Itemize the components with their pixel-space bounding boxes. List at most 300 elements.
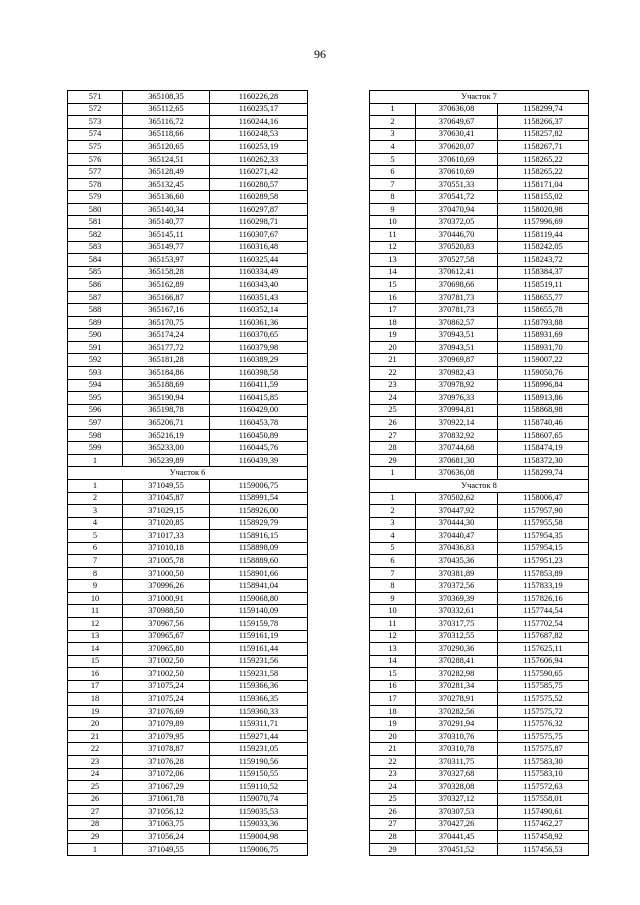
y-coordinate: 1158171,04 [498,178,589,191]
table-row [370,266,589,279]
x-coordinate: 370440,47 [416,530,498,543]
x-coordinate: 371000,50 [123,567,210,580]
y-coordinate: 1160244,16 [210,116,308,129]
table-row [68,831,308,844]
y-coordinate: 1157458,92 [498,831,589,844]
y-coordinate: 1160379,98 [210,341,308,354]
y-coordinate: 1159006,75 [210,843,308,856]
point-number: 12 [370,241,416,254]
y-coordinate: 1159360,33 [210,705,308,718]
y-coordinate: 1160271,42 [210,166,308,179]
x-coordinate: 370446,70 [416,229,498,242]
point-number: 4 [370,141,416,154]
table-row [370,605,589,618]
point-number: 28 [370,442,416,455]
point-number: 20 [370,341,416,354]
table-row [68,291,308,304]
y-coordinate: 1160226,28 [210,91,308,104]
x-coordinate: 371000,91 [123,592,210,605]
y-coordinate: 1157490,61 [498,806,589,819]
point-number: 27 [370,429,416,442]
point-number: 599 [68,442,123,455]
x-coordinate: 365136,60 [123,191,210,204]
y-coordinate: 1160429,00 [210,404,308,417]
y-coordinate: 1159231,58 [210,668,308,681]
point-number: 573 [68,116,123,129]
y-coordinate: 1160398,58 [210,367,308,380]
table-row [68,806,308,819]
x-coordinate: 370636,08 [416,103,498,116]
y-coordinate: 1160343,40 [210,279,308,292]
table-row [370,643,589,656]
table-row [370,141,589,154]
y-coordinate: 1157957,90 [498,505,589,518]
x-coordinate: 365128,49 [123,166,210,179]
y-coordinate: 1157954,15 [498,542,589,555]
y-coordinate: 1160298,71 [210,216,308,229]
point-number: 572 [68,103,123,116]
x-coordinate: 370520,83 [416,241,498,254]
point-number: 10 [68,592,123,605]
table-row [68,341,308,354]
x-coordinate: 370291,94 [416,718,498,731]
x-coordinate: 371056,12 [123,806,210,819]
point-number: 13 [370,254,416,267]
point-number: 18 [370,705,416,718]
point-number: 593 [68,367,123,380]
point-number: 576 [68,153,123,166]
point-number: 23 [370,379,416,392]
x-coordinate: 370381,89 [416,567,498,580]
y-coordinate: 1158868,98 [498,404,589,417]
table-row [68,216,308,229]
y-coordinate: 1158020,98 [498,203,589,216]
section-header-row [68,467,308,480]
point-number: 6 [68,542,123,555]
point-number: 18 [370,316,416,329]
table-row [68,354,308,367]
x-coordinate: 365153,97 [123,254,210,267]
point-number: 7 [370,567,416,580]
y-coordinate: 1160361,36 [210,316,308,329]
x-coordinate: 370982,43 [416,367,498,380]
point-number: 3 [370,517,416,530]
y-coordinate: 1159150,55 [210,768,308,781]
point-number: 597 [68,417,123,430]
point-number: 2 [370,505,416,518]
table-row [68,166,308,179]
x-coordinate: 370832,92 [416,429,498,442]
x-coordinate: 365108,35 [123,91,210,104]
table-row [68,454,308,467]
y-coordinate: 1159006,75 [210,479,308,492]
point-number: 1 [370,103,416,116]
x-coordinate: 370994,81 [416,404,498,417]
table-row [68,492,308,505]
y-coordinate: 1158991,54 [210,492,308,505]
point-number: 21 [370,743,416,756]
point-number: 12 [68,617,123,630]
table-row [370,530,589,543]
x-coordinate: 365174,24 [123,329,210,342]
y-coordinate: 1157572,63 [498,781,589,794]
x-coordinate: 370988,50 [123,605,210,618]
point-number: 589 [68,316,123,329]
y-coordinate: 1157462,27 [498,818,589,831]
point-number: 10 [370,216,416,229]
y-coordinate: 1157625,11 [498,643,589,656]
x-coordinate: 365166,87 [123,291,210,304]
point-number: 8 [68,567,123,580]
point-number: 584 [68,254,123,267]
table-row [370,316,589,329]
x-coordinate: 371005,78 [123,555,210,568]
y-coordinate: 1159366,36 [210,680,308,693]
x-coordinate: 365140,77 [123,216,210,229]
table-row [370,116,589,129]
point-number: 577 [68,166,123,179]
table-row [68,229,308,242]
y-coordinate: 1158941,04 [210,580,308,593]
table-row [68,693,308,706]
x-coordinate: 371078,87 [123,743,210,756]
x-coordinate: 365177,72 [123,341,210,354]
table-row [68,567,308,580]
x-coordinate: 370649,67 [416,116,498,129]
point-number: 15 [370,279,416,292]
y-coordinate: 1158265,22 [498,166,589,179]
point-number: 27 [68,806,123,819]
point-number: 6 [370,555,416,568]
table-row [68,266,308,279]
table-row [370,843,589,856]
point-number: 15 [68,655,123,668]
y-coordinate: 1159050,76 [498,367,589,380]
y-coordinate: 1160325,44 [210,254,308,267]
table-row [370,354,589,367]
point-number: 2 [370,116,416,129]
point-number: 585 [68,266,123,279]
table-row [68,153,308,166]
x-coordinate: 370527,58 [416,254,498,267]
y-coordinate: 1157575,72 [498,705,589,718]
point-number: 18 [68,693,123,706]
point-number: 21 [68,730,123,743]
point-number: 9 [68,580,123,593]
point-number: 579 [68,191,123,204]
point-number: 1 [68,479,123,492]
table-row [68,254,308,267]
table-row [68,755,308,768]
point-number: 14 [370,655,416,668]
point-number: 16 [68,668,123,681]
x-coordinate: 370969,87 [416,354,498,367]
point-number: 598 [68,429,123,442]
coordinates-table-right [369,90,589,856]
x-coordinate: 365116,72 [123,116,210,129]
x-coordinate: 365140,34 [123,203,210,216]
table-row [370,505,589,518]
table-row [68,580,308,593]
point-number: 575 [68,141,123,154]
y-coordinate: 1159161,44 [210,643,308,656]
point-number: 578 [68,178,123,191]
point-number: 26 [370,417,416,430]
x-coordinate: 365167,16 [123,304,210,317]
y-coordinate: 1158996,84 [498,379,589,392]
y-coordinate: 1157456,53 [498,843,589,856]
y-coordinate: 1157583,10 [498,768,589,781]
x-coordinate: 370372,05 [416,216,498,229]
table-row [370,793,589,806]
x-coordinate: 371002,50 [123,655,210,668]
point-number: 4 [370,530,416,543]
point-number: 22 [370,755,416,768]
point-number: 29 [370,454,416,467]
point-number: 11 [68,605,123,618]
x-coordinate: 371075,24 [123,680,210,693]
table-row [68,668,308,681]
x-coordinate: 371067,29 [123,781,210,794]
y-coordinate: 1157576,32 [498,718,589,731]
y-coordinate: 1157744,54 [498,605,589,618]
y-coordinate: 1157955,58 [498,517,589,530]
y-coordinate: 1158607,65 [498,429,589,442]
x-coordinate: 370282,98 [416,668,498,681]
y-coordinate: 1158519,11 [498,279,589,292]
table-row [370,806,589,819]
x-coordinate: 370327,12 [416,793,498,806]
x-coordinate: 370978,92 [416,379,498,392]
y-coordinate: 1158265,22 [498,153,589,166]
point-number: 17 [370,693,416,706]
y-coordinate: 1157833,19 [498,580,589,593]
point-number: 24 [68,768,123,781]
x-coordinate: 370943,51 [416,341,498,354]
x-coordinate: 371063,75 [123,818,210,831]
x-coordinate: 370278,91 [416,693,498,706]
table-row [370,429,589,442]
x-coordinate: 370290,36 [416,643,498,656]
y-coordinate: 1160289,58 [210,191,308,204]
point-number: 24 [370,392,416,405]
point-number: 8 [370,580,416,593]
y-coordinate: 1160262,33 [210,153,308,166]
y-coordinate: 1160307,67 [210,229,308,242]
x-coordinate: 371075,24 [123,693,210,706]
y-coordinate: 1159159,78 [210,617,308,630]
table-row [370,693,589,706]
y-coordinate: 1159007,22 [498,354,589,367]
x-coordinate: 365198,78 [123,404,210,417]
point-number: 583 [68,241,123,254]
table-row [68,680,308,693]
x-coordinate: 365190,94 [123,392,210,405]
point-number: 14 [370,266,416,279]
table-row [68,404,308,417]
y-coordinate: 1157853,89 [498,567,589,580]
point-number: 28 [68,818,123,831]
x-coordinate: 370612,41 [416,266,498,279]
point-number: 19 [68,705,123,718]
point-number: 5 [68,530,123,543]
table-row [370,668,589,681]
x-coordinate: 370551,33 [416,178,498,191]
table-row [370,592,589,605]
table-row [68,743,308,756]
table-row [370,781,589,794]
x-coordinate: 365206,71 [123,417,210,430]
table-row [68,530,308,543]
y-coordinate: 1160453,78 [210,417,308,430]
y-coordinate: 1157606,94 [498,655,589,668]
y-coordinate: 1157585,75 [498,680,589,693]
y-coordinate: 1160445,76 [210,442,308,455]
table-row [370,191,589,204]
y-coordinate: 1157558,01 [498,793,589,806]
table-row [68,542,308,555]
y-coordinate: 1157826,16 [498,592,589,605]
point-number: 21 [370,354,416,367]
table-row [68,718,308,731]
x-coordinate: 370610,69 [416,166,498,179]
point-number: 1 [68,454,123,467]
table-row [370,279,589,292]
table-row [370,216,589,229]
table-row [68,793,308,806]
x-coordinate: 370307,53 [416,806,498,819]
x-coordinate: 370620,07 [416,141,498,154]
table-row [68,103,308,116]
x-coordinate: 370282,56 [416,705,498,718]
y-coordinate: 1159366,35 [210,693,308,706]
y-coordinate: 1157702,54 [498,617,589,630]
x-coordinate: 370369,39 [416,592,498,605]
y-coordinate: 1158119,44 [498,229,589,242]
y-coordinate: 1158372,30 [498,454,589,467]
x-coordinate: 370636,08 [416,467,498,480]
coordinates-table-left [67,90,308,856]
x-coordinate: 370281,34 [416,680,498,693]
point-number: 20 [370,730,416,743]
x-coordinate: 371010,18 [123,542,210,555]
y-coordinate: 1158257,82 [498,128,589,141]
y-coordinate: 1158384,37 [498,266,589,279]
table-row [370,178,589,191]
y-coordinate: 1158299,74 [498,103,589,116]
x-coordinate: 370332,61 [416,605,498,618]
y-coordinate: 1158931,69 [498,329,589,342]
y-coordinate: 1157575,75 [498,730,589,743]
point-number: 19 [370,718,416,731]
table-row [68,505,308,518]
point-number: 25 [68,781,123,794]
y-coordinate: 1158929,79 [210,517,308,530]
table-row [68,730,308,743]
x-coordinate: 365188,69 [123,379,210,392]
x-coordinate: 370310,76 [416,730,498,743]
table-row [370,492,589,505]
table-row [370,630,589,643]
point-number: 590 [68,329,123,342]
x-coordinate: 371002,50 [123,668,210,681]
y-coordinate: 1158740,46 [498,417,589,430]
table-row [370,392,589,405]
x-coordinate: 370698,66 [416,279,498,292]
x-coordinate: 370311,75 [416,755,498,768]
point-number: 1 [370,467,416,480]
table-row [370,567,589,580]
x-coordinate: 365181,28 [123,354,210,367]
x-coordinate: 370312,55 [416,630,498,643]
point-number: 9 [370,203,416,216]
point-number: 22 [68,743,123,756]
table-row [370,743,589,756]
y-coordinate: 1159190,56 [210,755,308,768]
point-number: 5 [370,153,416,166]
x-coordinate: 370436,83 [416,542,498,555]
y-coordinate: 1157575,52 [498,693,589,706]
table-row [68,655,308,668]
y-coordinate: 1158299,74 [498,467,589,480]
table-row [370,467,589,480]
y-coordinate: 1157583,30 [498,755,589,768]
x-coordinate: 371072,06 [123,768,210,781]
table-row [68,329,308,342]
x-coordinate: 371079,89 [123,718,210,731]
x-coordinate: 370922,14 [416,417,498,430]
x-coordinate: 370781,73 [416,304,498,317]
table-row [68,203,308,216]
y-coordinate: 1158474,19 [498,442,589,455]
x-coordinate: 371017,33 [123,530,210,543]
y-coordinate: 1158793,88 [498,316,589,329]
point-number: 29 [68,831,123,844]
table-row [370,241,589,254]
table-row [68,479,308,492]
y-coordinate: 1160450,89 [210,429,308,442]
y-coordinate: 1158898,09 [210,542,308,555]
point-number: 17 [68,680,123,693]
point-number: 12 [370,630,416,643]
y-coordinate: 1159033,36 [210,818,308,831]
x-coordinate: 370965,67 [123,630,210,643]
point-number: 4 [68,517,123,530]
point-number: 9 [370,592,416,605]
section-title: Участок 7 [370,91,589,104]
table-row [68,367,308,380]
y-coordinate: 1159004,98 [210,831,308,844]
table-row [68,818,308,831]
point-number: 16 [370,680,416,693]
point-number: 3 [68,505,123,518]
x-coordinate: 371029,15 [123,505,210,518]
point-number: 596 [68,404,123,417]
y-coordinate: 1160316,48 [210,241,308,254]
y-coordinate: 1159231,05 [210,743,308,756]
point-number: 25 [370,793,416,806]
x-coordinate: 365120,65 [123,141,210,154]
section-title: Участок 8 [370,479,589,492]
x-coordinate: 365149,77 [123,241,210,254]
point-number: 15 [370,668,416,681]
x-coordinate: 370444,30 [416,517,498,530]
y-coordinate: 1160280,57 [210,178,308,191]
x-coordinate: 371056,24 [123,831,210,844]
x-coordinate: 370317,75 [416,617,498,630]
table-row [68,605,308,618]
y-coordinate: 1157575,87 [498,743,589,756]
